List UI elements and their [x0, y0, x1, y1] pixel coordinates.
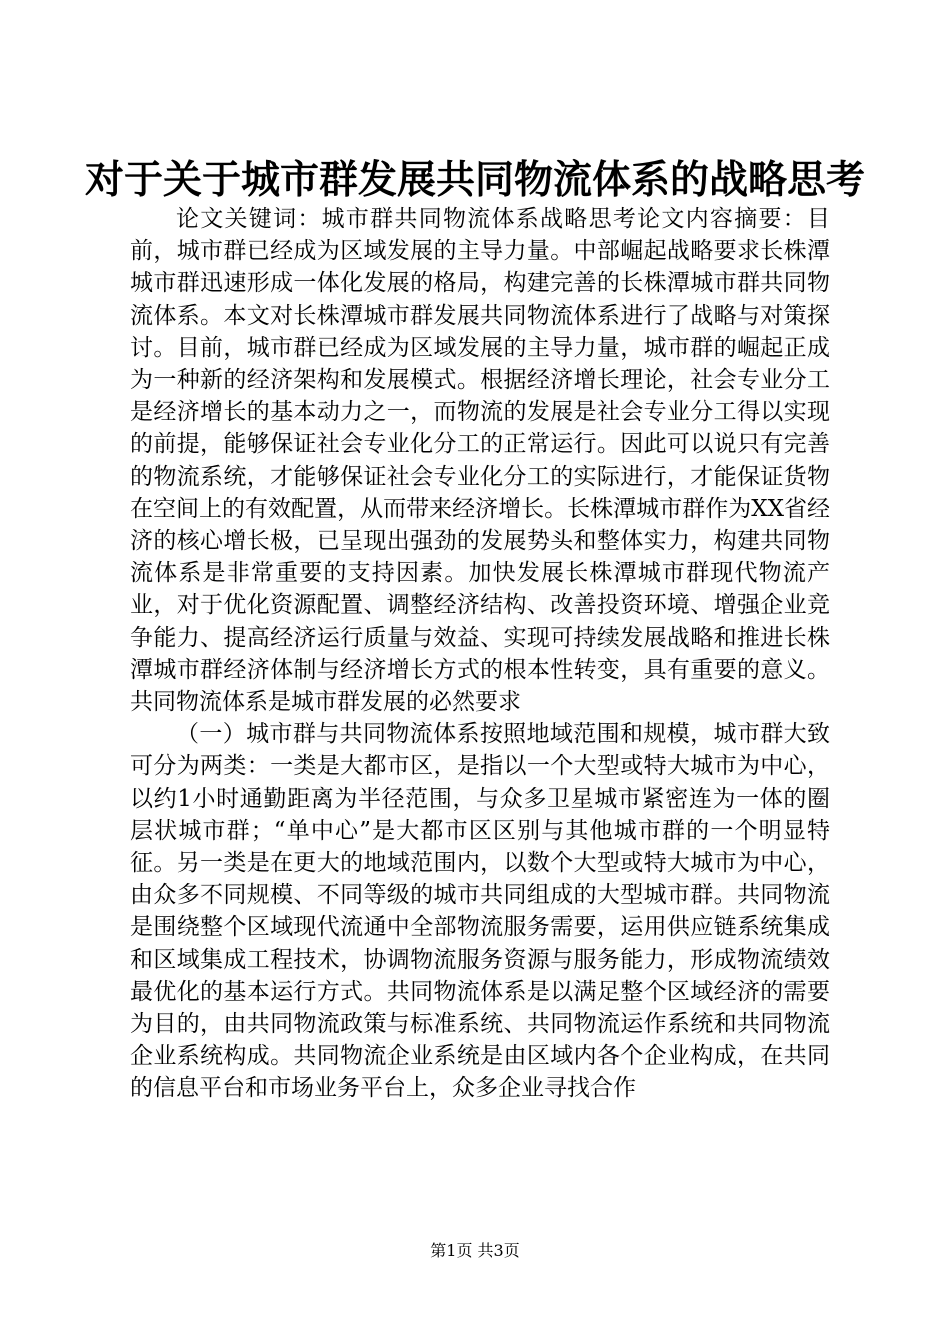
document-body — [130, 203, 830, 1105]
paragraph-section-one: （一）城市群与共同物流体系按照地域范围和规模，城市群大致可分为两类：一类是大都市区，是指以一个大型或特大城市为中心，以约1小时通勤距离为半径范围，与众多卫星城市紧密连为一体的圈层状城市群；“单中心”是大都市区区别与其他城市群的一个明显特征。另一类是在更大的地域范围内，以数个大型或特大城市为中心，由众多不同规模、不同等级的城市共同组成的大型城市群。共同物流是围绕整个区域现代流通中全部物流服务需要，运用供应链系统集成和区域集成工程技术，协调物流服务资源与服务能力，形成物流绩效最优化的基本运行方式。共同物流体系是以满足整个区域经济的需要为目的，由共同物流政策与标准系统、共同物流运作系统和共同物流企业系统构成。共同物流企业系统是由区域内各个企业构成，在共同的信息平台和市场业务平台上，众多企业寻找合作 — [130, 721, 830, 1102]
document-title: 对于关于城市群发展共同物流体系的战略思考 — [84, 157, 865, 203]
paragraph-abstract: 论文关键词：城市群共同物流体系战略思考论文内容摘要：目前，城市群已经成为区域发展的主导力量。中部崛起战略要求长株潭城市群迅速形成一体化发展的格局，构建完善的长株潭城市群共同物流体系。本文对长株潭城市群发展共同物流体系进行了战略与对策探讨。目前，城市群已经成为区域发展的主导力量，城市群的崛起正成为一种新的经济架构和发展模式。根据经济增长理论，社会专业分工是经济增长的基本动力之一，而物流的发展是社会专业分工得以实现的前提，能够保证社会专业化分工的正常运行。因此可以说只有完善的物流系统，才能够保证社会专业化分工的实际进行，才能保证货物在空间上的有效配置，从而带来经济增长。长株潭城市群作为XX省经济的核心增长极，已呈现出强劲的发展势头和整体实力，构建共同物流体系是非常重要的支持因素。加快发展长株潭城市群现代物流产业，对于优化资源配置、调整经济结构、改善投资环境、增强企业竞争能力、提高经济运行质量与效益、实现可持续发展战略和推进长株潭城市群经济体制与经济增长方式的根本性转变，具有重要的意义。共同物流体系是城市群发展的必然要求 — [130, 206, 830, 716]
page-footer: 第1页 共3页 — [430, 1241, 520, 1260]
